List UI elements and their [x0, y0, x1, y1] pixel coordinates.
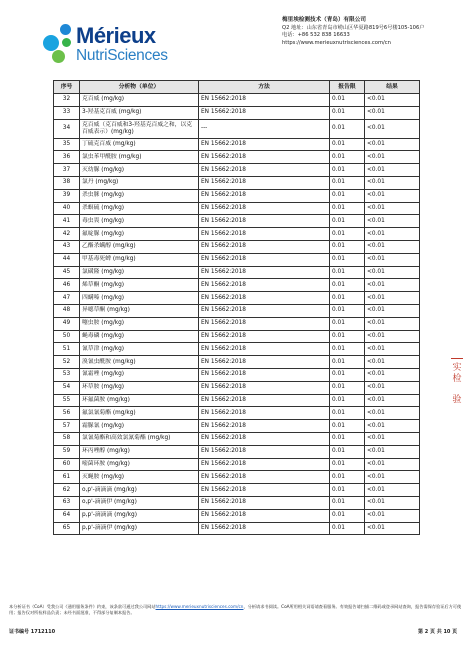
header-no: 序号: [54, 81, 80, 94]
header-method: 方法: [199, 81, 330, 94]
table-row: [54, 266, 420, 279]
cell-no: 59: [54, 445, 80, 458]
cell-method: EN 15662:2018: [199, 445, 330, 458]
table-row: [54, 432, 420, 445]
table-row: [54, 106, 420, 119]
cell-analyte: o,p'-滴滴滴 (mg/kg): [80, 484, 199, 497]
cell-no: 33: [54, 106, 80, 119]
cell-analyte: 克百威（克百威和3-羟基克百威之和，以克百威表示）(mg/kg): [80, 119, 199, 138]
cell-method: EN 15662:2018: [199, 343, 330, 356]
cell-limit: 0.01: [330, 106, 365, 119]
cell-result: <0.01: [365, 343, 420, 356]
cell-limit: 0.01: [330, 240, 365, 253]
cell-no: 37: [54, 164, 80, 177]
cell-result: <0.01: [365, 202, 420, 215]
cell-no: 60: [54, 458, 80, 471]
cell-no: 51: [54, 343, 80, 356]
table-row: [54, 292, 420, 305]
cell-no: 65: [54, 522, 80, 535]
cell-no: 54: [54, 381, 80, 394]
cell-limit: 0.01: [330, 266, 365, 279]
cell-limit: 0.01: [330, 202, 365, 215]
cell-limit: 0.01: [330, 368, 365, 381]
table-row: [54, 164, 420, 177]
table-row: [54, 253, 420, 266]
table-row: [54, 420, 420, 433]
cell-no: 41: [54, 215, 80, 228]
cell-method: EN 15662:2018: [199, 496, 330, 509]
cell-result: <0.01: [365, 292, 420, 305]
cell-limit: 0.01: [330, 522, 365, 535]
cell-limit: 0.01: [330, 471, 365, 484]
company-phone: 电话：+86 532 838 16633: [282, 32, 350, 39]
cell-analyte: 四螨嗪 (mg/kg): [80, 292, 199, 305]
cell-method: EN 15662:2018: [199, 522, 330, 535]
cell-analyte: 氟氯氰菊酯 (mg/kg): [80, 407, 199, 420]
cell-limit: 0.01: [330, 420, 365, 433]
cell-result: <0.01: [365, 484, 420, 497]
cell-method: EN 15662:2018: [199, 94, 330, 107]
cell-analyte: 毒虫畏 (mg/kg): [80, 215, 199, 228]
table-row: [54, 522, 420, 535]
cell-no: 58: [54, 432, 80, 445]
cell-analyte: p,p'-滴滴滴 (mg/kg): [80, 509, 199, 522]
cell-method: EN 15662:2018: [199, 228, 330, 241]
cell-limit: 0.01: [330, 381, 365, 394]
table-row: [54, 202, 420, 215]
table-row: [54, 445, 420, 458]
cell-result: <0.01: [365, 253, 420, 266]
table-row: [54, 471, 420, 484]
table-row: [54, 394, 420, 407]
cell-result: <0.01: [365, 330, 420, 343]
table-row: [54, 317, 420, 330]
cell-analyte: 氯虫苯甲酰胺 (mg/kg): [80, 151, 199, 164]
table-row: [54, 228, 420, 241]
cell-result: <0.01: [365, 509, 420, 522]
cell-limit: 0.01: [330, 484, 365, 497]
cell-analyte: p,p'-滴滴伊 (mg/kg): [80, 522, 199, 535]
cell-limit: 0.01: [330, 317, 365, 330]
cell-result: <0.01: [365, 458, 420, 471]
cell-no: 57: [54, 420, 80, 433]
cell-analyte: 氰霜唑 (mg/kg): [80, 368, 199, 381]
cell-result: <0.01: [365, 394, 420, 407]
cell-method: EN 15662:2018: [199, 279, 330, 292]
terms-link[interactable]: https://www.merieuxnutrisciences.com/cn: [155, 604, 244, 609]
cell-limit: 0.01: [330, 228, 365, 241]
cell-result: <0.01: [365, 317, 420, 330]
cell-result: <0.01: [365, 522, 420, 535]
cell-analyte: 蝇毒磷 (mg/kg): [80, 330, 199, 343]
cell-no: 43: [54, 240, 80, 253]
cell-limit: 0.01: [330, 151, 365, 164]
cell-analyte: 甲基毒死蜱 (mg/kg): [80, 253, 199, 266]
cell-limit: 0.01: [330, 343, 365, 356]
cell-analyte: 环丙唑醇 (mg/kg): [80, 445, 199, 458]
header-result: 结果: [365, 81, 420, 94]
cell-analyte: 氟啶脲 (mg/kg): [80, 228, 199, 241]
results-table: [53, 80, 420, 535]
cell-result: <0.01: [365, 106, 420, 119]
table-row: [54, 381, 420, 394]
cell-no: 46: [54, 279, 80, 292]
company-address: Q2 地址：山东省青岛市崂山区华夏路819号6号楼105-106户: [282, 24, 425, 31]
cell-no: 56: [54, 407, 80, 420]
cell-analyte: 环氟菌胺 (mg/kg): [80, 394, 199, 407]
cell-limit: 0.01: [330, 445, 365, 458]
cell-method: EN 15662:2018: [199, 164, 330, 177]
cell-no: 52: [54, 356, 80, 369]
table-row: [54, 368, 420, 381]
cell-method: EN 15662:2018: [199, 330, 330, 343]
cell-limit: 0.01: [330, 330, 365, 343]
cell-limit: 0.01: [330, 304, 365, 317]
stamp-text-1: 实检: [452, 363, 462, 384]
company-info: [282, 17, 467, 47]
table-row: [54, 304, 420, 317]
stamp-text-2: 验: [452, 395, 462, 405]
table-row: [54, 94, 420, 107]
cell-method: EN 15662:2018: [199, 202, 330, 215]
cell-no: 61: [54, 471, 80, 484]
cell-analyte: 3-羟基克百威 (mg/kg): [80, 106, 199, 119]
cell-result: <0.01: [365, 356, 420, 369]
cell-analyte: 杀虫脒 (mg/kg): [80, 189, 199, 202]
cell-result: <0.01: [365, 445, 420, 458]
cell-limit: 0.01: [330, 292, 365, 305]
cell-analyte: 灭幼脲 (mg/kg): [80, 164, 199, 177]
cell-analyte: 乙酯杀螨醇 (mg/kg): [80, 240, 199, 253]
cell-limit: 0.01: [330, 496, 365, 509]
page-number: 第 2 页 共 10 页: [418, 629, 458, 635]
cell-method: EN 15662:2018: [199, 356, 330, 369]
table-header-row: [54, 81, 420, 94]
cell-method: EN 15662:2018: [199, 317, 330, 330]
cell-analyte: 氯磺隆 (mg/kg): [80, 266, 199, 279]
cell-no: 42: [54, 228, 80, 241]
table-row: [54, 189, 420, 202]
table-row: [54, 356, 420, 369]
cell-analyte: 噻虫胺 (mg/kg): [80, 317, 199, 330]
cell-method: EN 15662:2018: [199, 381, 330, 394]
cell-no: 47: [54, 292, 80, 305]
cell-limit: 0.01: [330, 164, 365, 177]
table-row: [54, 407, 420, 420]
cell-method: EN 15662:2018: [199, 458, 330, 471]
cell-limit: 0.01: [330, 394, 365, 407]
cell-limit: 0.01: [330, 458, 365, 471]
cell-result: <0.01: [365, 432, 420, 445]
cell-result: <0.01: [365, 240, 420, 253]
cell-limit: 0.01: [330, 356, 365, 369]
table-row: [54, 509, 420, 522]
cell-result: <0.01: [365, 94, 420, 107]
cell-analyte: 克百威 (mg/kg): [80, 94, 199, 107]
cell-limit: 0.01: [330, 509, 365, 522]
cell-no: 53: [54, 368, 80, 381]
cell-method: EN 15662:2018: [199, 253, 330, 266]
table-row: [54, 215, 420, 228]
side-stamp: [450, 358, 464, 406]
cell-result: <0.01: [365, 471, 420, 484]
table-row: [54, 151, 420, 164]
cell-method: EN 15662:2018: [199, 266, 330, 279]
cell-method: EN 15662:2018: [199, 304, 330, 317]
cell-no: 62: [54, 484, 80, 497]
cell-method: EN 15662:2018: [199, 189, 330, 202]
cell-method: EN 15662:2018: [199, 368, 330, 381]
cell-no: 32: [54, 94, 80, 107]
cell-analyte: 异噁草酮 (mg/kg): [80, 304, 199, 317]
cell-result: <0.01: [365, 279, 420, 292]
cell-analyte: 霜脲氰 (mg/kg): [80, 420, 199, 433]
cell-no: 48: [54, 304, 80, 317]
cell-method: ---: [199, 119, 330, 138]
cell-limit: 0.01: [330, 119, 365, 138]
cell-result: <0.01: [365, 266, 420, 279]
header-limit: 报告限: [330, 81, 365, 94]
logo-name: Mérieux: [76, 23, 156, 48]
cell-limit: 0.01: [330, 279, 365, 292]
cell-method: EN 15662:2018: [199, 432, 330, 445]
cell-analyte: 环草胺 (mg/kg): [80, 381, 199, 394]
cell-result: <0.01: [365, 368, 420, 381]
cell-no: 49: [54, 317, 80, 330]
cell-no: 36: [54, 151, 80, 164]
cell-no: 35: [54, 138, 80, 151]
logo-dots-icon: [40, 24, 74, 66]
company-logo: [40, 22, 190, 72]
cell-limit: 0.01: [330, 432, 365, 445]
table-row: [54, 458, 420, 471]
cell-result: <0.01: [365, 119, 420, 138]
cell-analyte: 氰草津 (mg/kg): [80, 343, 199, 356]
certificate-number: 证书编号 1712110: [9, 629, 56, 635]
table-row: [54, 330, 420, 343]
cell-method: EN 15662:2018: [199, 292, 330, 305]
cell-result: <0.01: [365, 151, 420, 164]
cell-analyte: 氯氰菊酯和高效氯氰菊酯 (mg/kg): [80, 432, 199, 445]
cell-result: <0.01: [365, 496, 420, 509]
cell-method: EN 15662:2018: [199, 471, 330, 484]
table-row: [54, 496, 420, 509]
cell-no: 50: [54, 330, 80, 343]
cell-limit: 0.01: [330, 407, 365, 420]
cell-limit: 0.01: [330, 94, 365, 107]
cell-analyte: o,p'-滴滴伊 (mg/kg): [80, 496, 199, 509]
cell-limit: 0.01: [330, 138, 365, 151]
cell-analyte: 溴氰虫酰胺 (mg/kg): [80, 356, 199, 369]
cell-result: <0.01: [365, 407, 420, 420]
cell-analyte: 烯草酮 (mg/kg): [80, 279, 199, 292]
table-row: [54, 484, 420, 497]
cell-analyte: 嘧菌环胺 (mg/kg): [80, 458, 199, 471]
cell-method: EN 15662:2018: [199, 240, 330, 253]
cell-limit: 0.01: [330, 189, 365, 202]
cell-limit: 0.01: [330, 253, 365, 266]
table-row: [54, 176, 420, 189]
cell-method: EN 15662:2018: [199, 215, 330, 228]
cell-method: EN 15662:2018: [199, 106, 330, 119]
cell-method: EN 15662:2018: [199, 407, 330, 420]
cell-analyte: 灭蝇胺 (mg/kg): [80, 471, 199, 484]
cell-method: EN 15662:2018: [199, 509, 330, 522]
cell-analyte: 氯丹 (mg/kg): [80, 176, 199, 189]
cell-no: 40: [54, 202, 80, 215]
table-row: [54, 343, 420, 356]
cell-no: 38: [54, 176, 80, 189]
cell-no: 64: [54, 509, 80, 522]
table-row: [54, 240, 420, 253]
cell-method: EN 15662:2018: [199, 420, 330, 433]
footer-disclaimer: 本分析证书（CoA）受我公司《通用服务条件》约束，该条款可通过我公司网站https://www.merieuxnutrisciences.com/cn，分析请求书阅读。CoA所用相关词语请查看服务。有效报告请扫描二维码或登录网站查询，报告需保存验证后方可使用；报告仅对所检样品负责；未经书面批准，不得部分复制本报告。: [9, 604, 462, 616]
cell-analyte: 杀螟硫 (mg/kg): [80, 202, 199, 215]
cell-result: <0.01: [365, 164, 420, 177]
company-website[interactable]: https://www.merieuxnutrisciences.com/cn: [282, 39, 391, 46]
cell-result: <0.01: [365, 420, 420, 433]
cell-method: EN 15662:2018: [199, 151, 330, 164]
logo-subtitle: NutriSciences: [76, 47, 168, 64]
cell-no: 34: [54, 119, 80, 138]
cell-result: <0.01: [365, 176, 420, 189]
cell-result: <0.01: [365, 381, 420, 394]
cell-method: EN 15662:2018: [199, 138, 330, 151]
cell-analyte: 丁硫克百威 (mg/kg): [80, 138, 199, 151]
cell-no: 55: [54, 394, 80, 407]
cell-method: EN 15662:2018: [199, 484, 330, 497]
cell-result: <0.01: [365, 215, 420, 228]
cell-method: EN 15662:2018: [199, 176, 330, 189]
cell-limit: 0.01: [330, 215, 365, 228]
cell-result: <0.01: [365, 228, 420, 241]
cell-no: 45: [54, 266, 80, 279]
cell-no: 44: [54, 253, 80, 266]
header-analyte: 分析物（单位）: [80, 81, 199, 94]
table-row: [54, 119, 420, 138]
table-row: [54, 279, 420, 292]
cell-result: <0.01: [365, 304, 420, 317]
cell-result: <0.01: [365, 138, 420, 151]
table-row: [54, 138, 420, 151]
cell-method: EN 15662:2018: [199, 394, 330, 407]
cell-no: 63: [54, 496, 80, 509]
company-name: 梅里埃检测技术（青岛）有限公司: [282, 17, 366, 23]
cell-result: <0.01: [365, 189, 420, 202]
cell-no: 39: [54, 189, 80, 202]
cell-limit: 0.01: [330, 176, 365, 189]
